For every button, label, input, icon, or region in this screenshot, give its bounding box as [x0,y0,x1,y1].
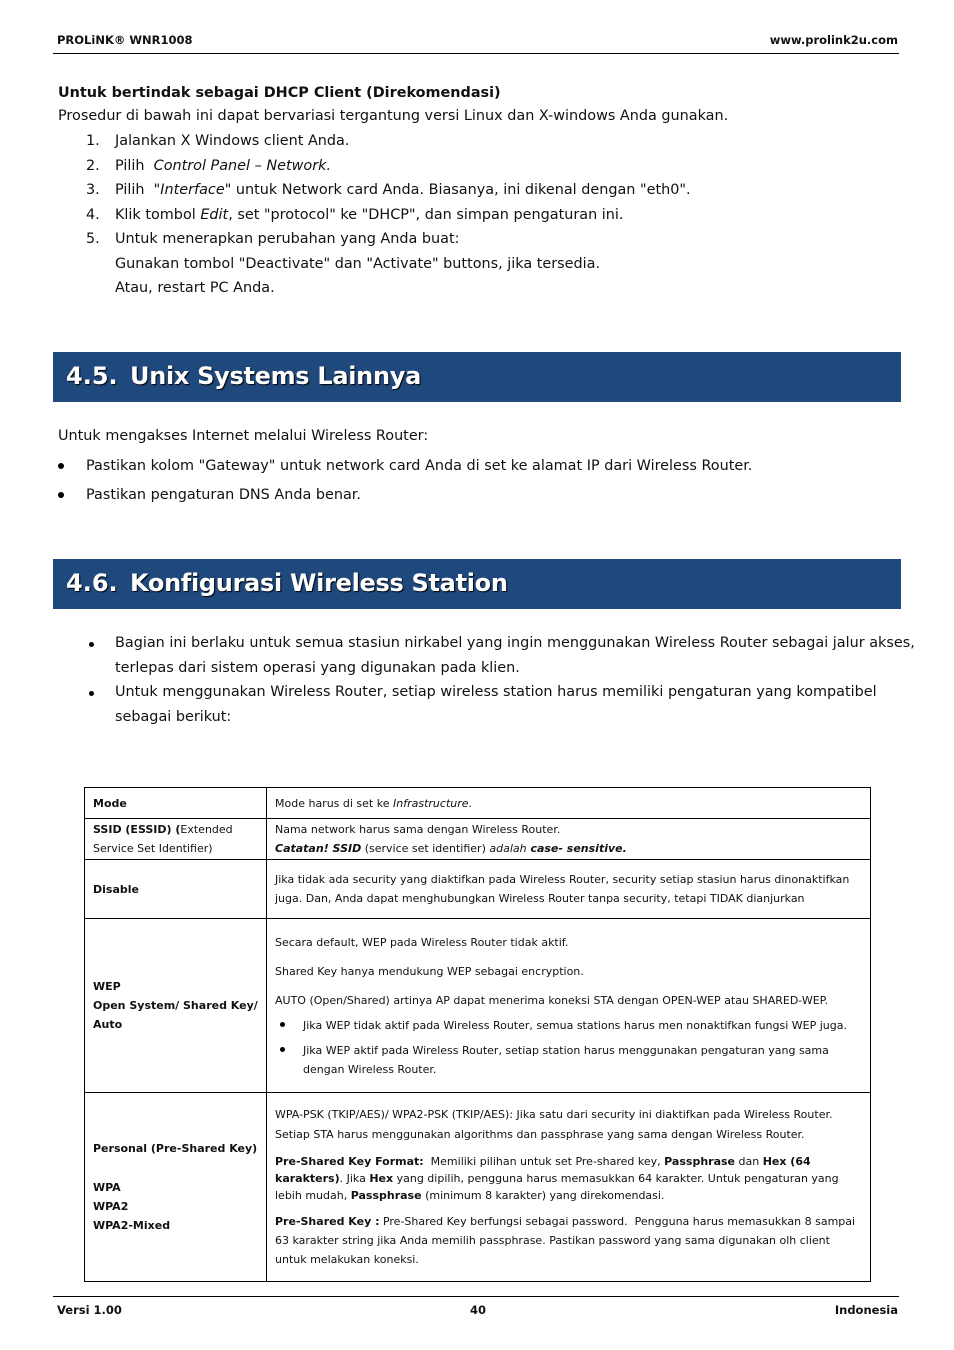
section-title: Unix Systems Lainnya [130,362,421,390]
row-key: Personal (Pre-Shared Key) WPA WPA2 WPA2-Mixed [85,1093,267,1282]
section-banner-4-6 [53,559,901,609]
step-number: 2. [86,157,100,174]
bullet-dot [89,691,94,696]
step-emphasis: Interface [160,182,225,198]
row-key: WEP Open System/ Shared Key/ Auto [85,919,267,1093]
row-value: Mode harus di set ke Infrastructure. [267,788,871,819]
bullet-line: sebagai berikut: [115,709,232,725]
row-value: Jika tidak ada security yang diaktifkan pada Wireless Router, security setiap stasiun harus dinonaktifkan juga. Dan, Anda dapat menghubungkan Wireless Router tanpa security, tetapi TIDAK dianjurkan [267,860,871,919]
step-number: 1. [86,133,100,149]
footer-rule [53,1296,899,1297]
step-text: Pilih [115,157,154,174]
step-emphasis: Edit [200,206,229,223]
header-product: PROLiNK® WNR1008 [57,33,193,47]
table-row [85,788,871,819]
row-key: Mode [85,788,267,819]
row-value: Nama network harus sama dengan Wireless Router. Catatan! SSID (service set identifier) adalah case- sensitive. [267,819,871,860]
step-number: 3. [86,182,100,198]
step-text: Klik tombol [115,206,201,223]
table-row [85,860,871,919]
header-website: www.prolink2u.com [769,33,898,47]
bullet-dot [280,1047,285,1052]
section-number: 4.5. [66,362,118,390]
section-number: 4.6. [66,569,118,597]
footer-version: Versi 1.00 [57,1303,122,1317]
bullet-line: Untuk menggunakan Wireless Router, setiap wireless station harus memiliki pengaturan yang kompatibel [115,684,877,700]
step-text: , set "protocol" ke "DHCP", dan simpan pengaturan ini. [228,206,624,223]
row-key: Disable [85,860,267,919]
dhcp-intro: Prosedur di bawah ini dapat bervariasi tergantung versi Linux dan X-windows Anda gunakan. [58,108,729,124]
dhcp-heading: Untuk bertindak sebagai DHCP Client (Direkomendasi) [58,85,501,101]
step-text: Pilih " [115,182,161,198]
section-title: Konfigurasi Wireless Station [130,569,508,597]
step-number: 4. [86,206,100,223]
bullet-line: terlepas dari sistem operasi yang digunakan pada klien. [115,660,520,676]
table-row [85,919,871,1093]
step-text: Untuk menerapkan perubahan yang Anda buat: [115,231,460,247]
bullet-dot [58,492,64,498]
step-text: " untuk Network card Anda. Biasanya, ini dikenal dengan "eth0". [224,182,691,198]
step-emphasis: Control Panel – Network. [153,157,332,174]
footer-language: Indonesia [834,1303,898,1317]
list-item: Jika WEP tidak aktif pada Wireless Router, semua stations harus men nonaktifkan fungsi WEP juga. [275,1016,862,1035]
bullet-dot [58,463,64,469]
table-row [85,1093,871,1282]
header-rule [53,53,899,54]
bullet-text: Pastikan kolom "Gateway" untuk network card Anda di set ke alamat IP dari Wireless Router. [86,458,753,474]
bullet-text: Pastikan pengaturan DNS Anda benar. [86,487,361,503]
row-value: Secara default, WEP pada Wireless Router tidak aktif. Shared Key hanya mendukung WEP sebagai encryption. AUTO (Open/Shared) artinya AP dapat menerima koneksi STA dengan OPEN-WEP atau SHARED-WEP. Jika WEP tidak aktif pada Wireless Router, semua stations harus men nonaktifkan fungsi WEP juga. Jika WEP aktif pada Wireless Router, setiap station harus menggunakan pengaturan yang sama dengan Wireless Router. [267,919,871,1093]
step-number: 5. [86,231,100,247]
list-item: Jika WEP aktif pada Wireless Router, setiap station harus menggunakan pengaturan yang sama dengan Wireless Router. [275,1041,862,1079]
step-text: Jalankan X Windows client Anda. [115,133,350,149]
section-banner-4-5 [53,352,901,402]
row-value: WPA-PSK (TKIP/AES)/ WPA2-PSK (TKIP/AES): Jika satu dari security ini diaktifkan pada Wireless Router. Setiap STA harus menggunakan algorithms dan passphrase yang sama dengan Wireless Router. Pre-Shared Key Format: Memiliki pilihan untuk set Pre-shared key, Passphrase dan Hex (64 karakters). Jika Hex yang dipilih, pengguna harus memasukkan 64 karakter. Untuk pengaturan yang lebih mudah, Passphrase (minimum 8 karakter) yang direkomendasi. Pre-Shared Key : Pre-Shared Key berfungsi sebagai password. Pengguna harus memasukkan 8 sampai 63 karakter string jika Anda memilih passphrase. Pastikan password yang sama digunakan olh client untuk melakukan koneksi. [267,1093,871,1282]
section-45-intro: Untuk mengakses Internet melalui Wireless Router: [58,428,429,444]
table-row [85,819,871,860]
bullet-dot [89,642,94,647]
page-number: 40 [470,1303,487,1317]
bullet-dot [280,1022,285,1027]
row-key: SSID (ESSID) (Extended Service Set Identifier) [85,819,267,860]
bullet-line: Bagian ini berlaku untuk semua stasiun nirkabel yang ingin menggunakan Wireless Router sebagai jalur akses, [115,635,915,651]
wireless-settings-table [84,787,871,1282]
